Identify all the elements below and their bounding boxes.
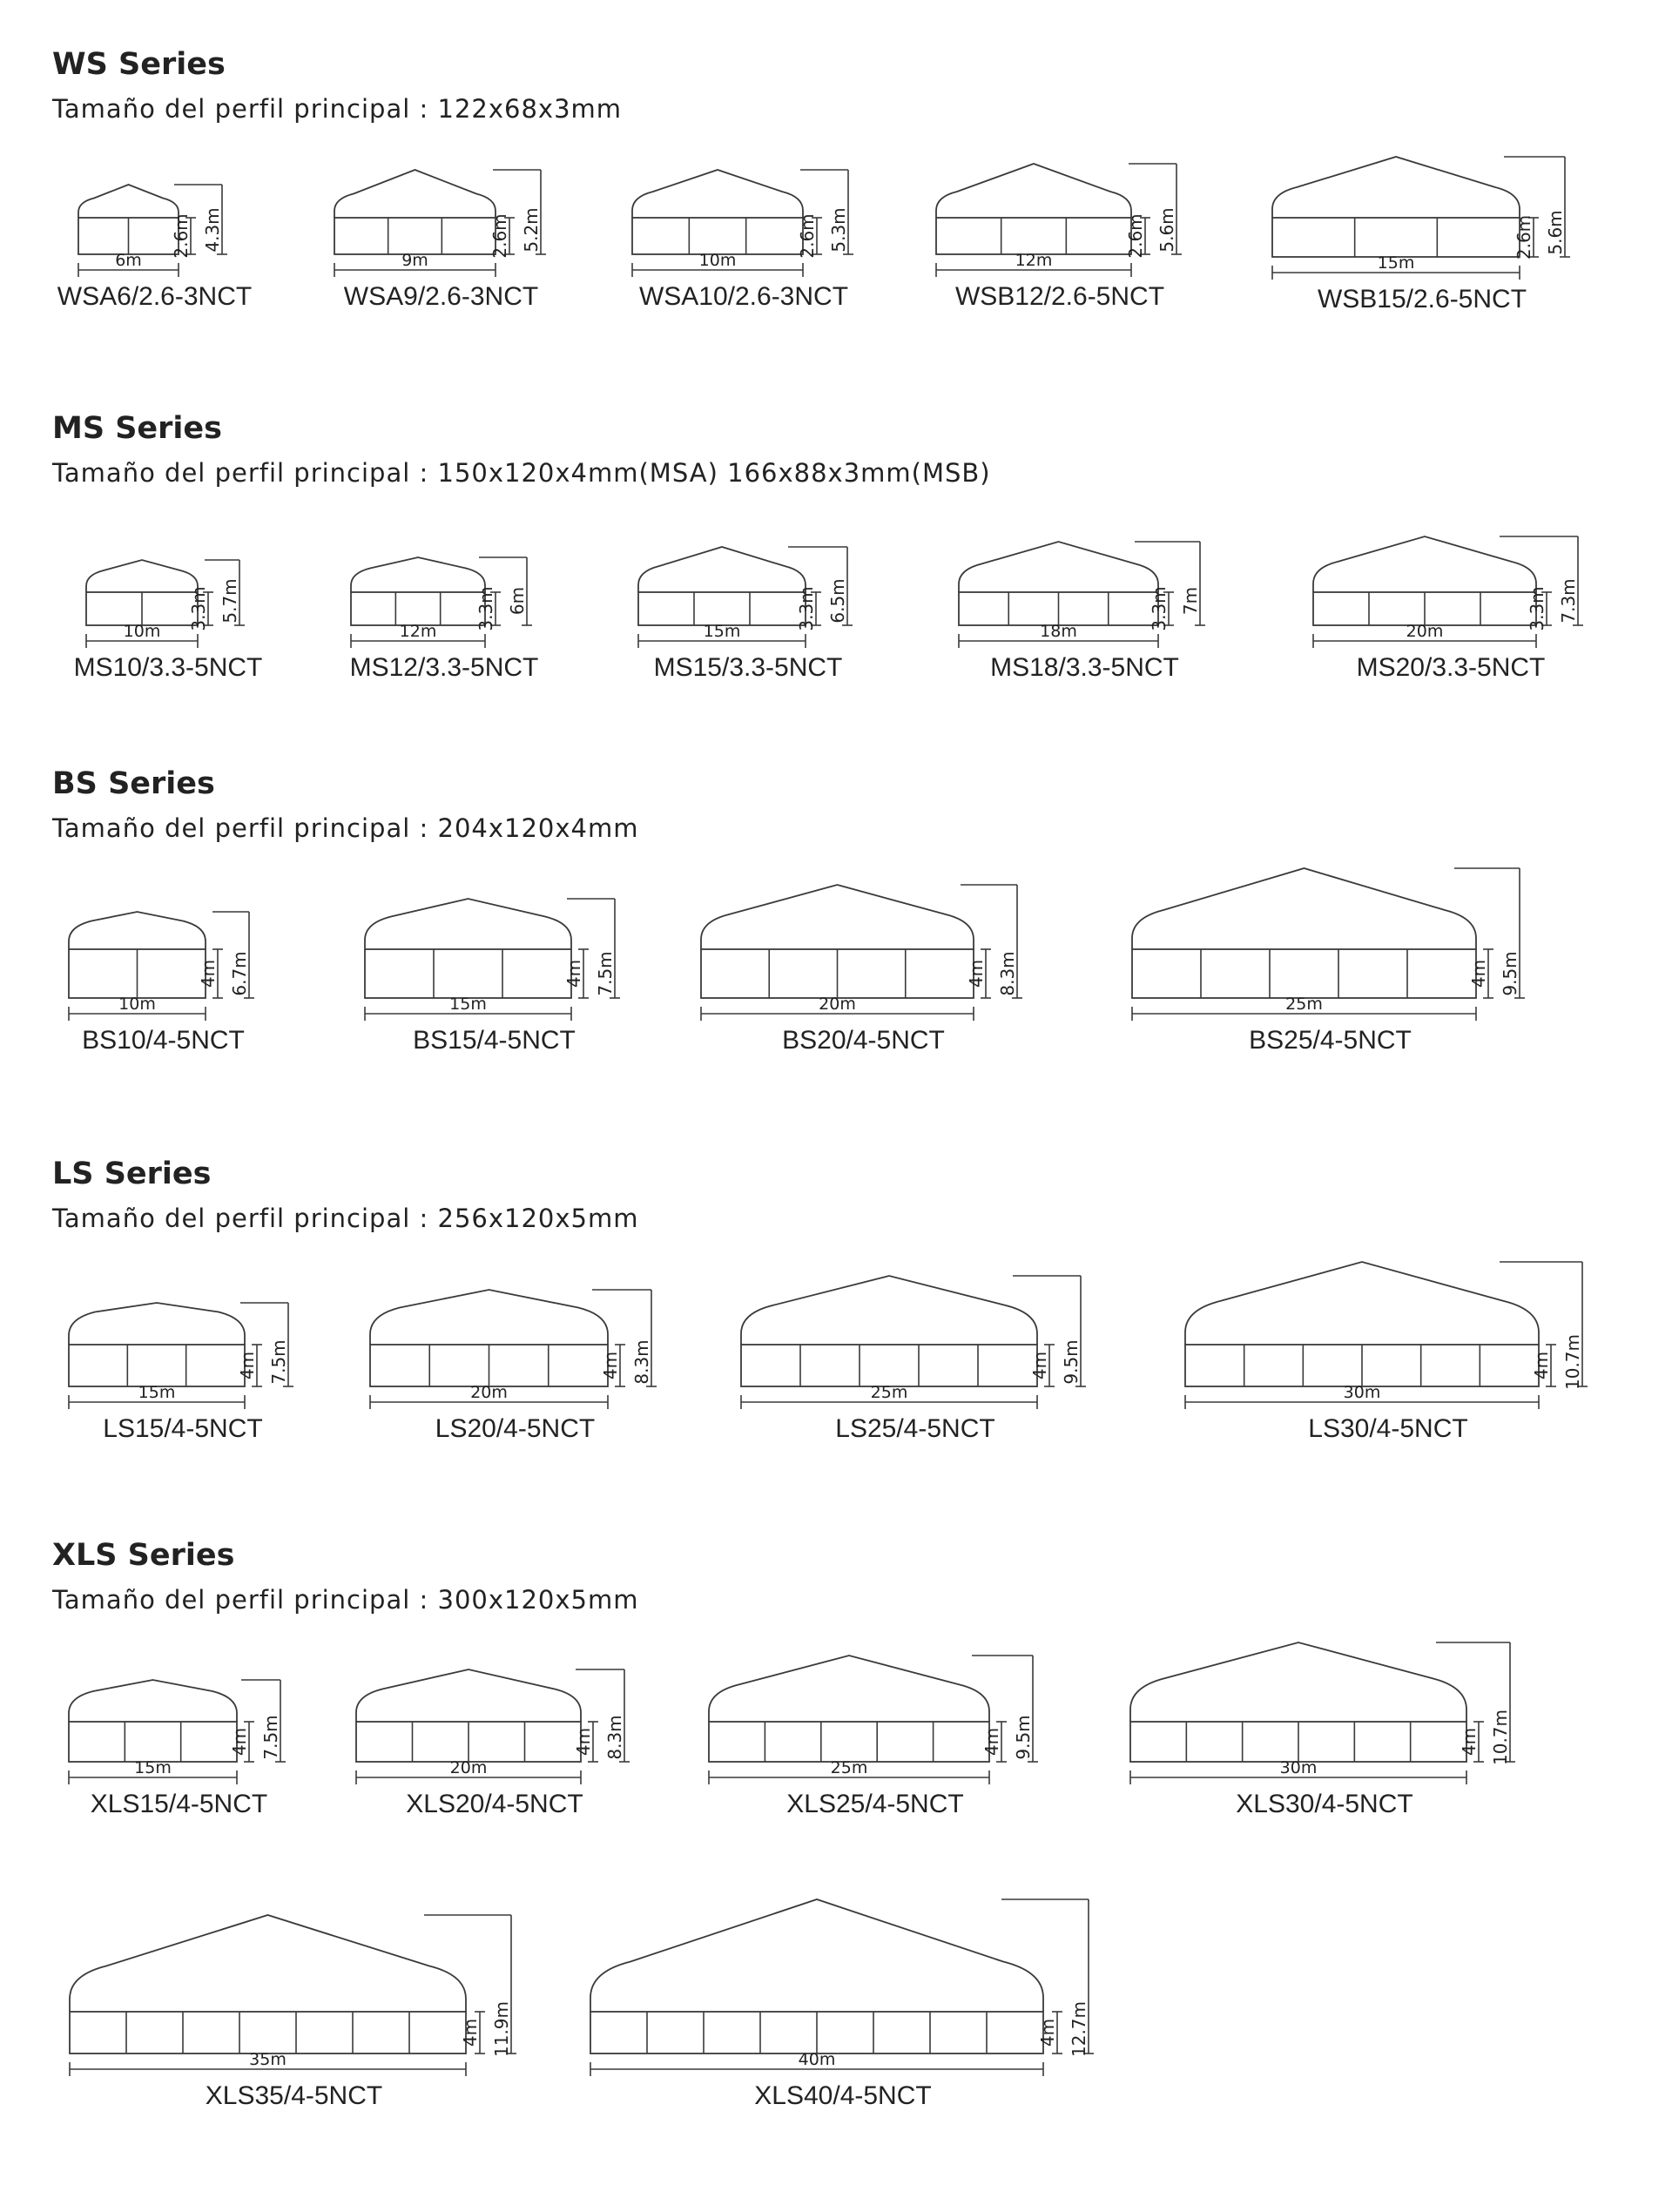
tent-roof-outline [69,912,206,949]
side-height-dimension-label: 2.6m [489,213,510,259]
width-dimension-label: 30m [1343,1383,1381,1402]
side-height-dimension-label: 4m [966,959,987,988]
tent-model-label: XLS35/4-5NCT [205,2081,383,2110]
tent-wall-frame [936,218,1131,254]
tent-model-label: XLS40/4-5NCT [754,2081,932,2110]
tent-roof-outline [590,1899,1043,2012]
width-dimension-label: 15m [449,995,487,1014]
tent-wall-frame [1272,218,1520,257]
width-dimension-label: 25m [830,1758,868,1777]
tent-model-label: WSA6/2.6-3NCT [57,282,253,311]
tent-roof-outline [638,547,806,592]
side-height-dimension-label: 4m [1531,1351,1552,1380]
side-height-dimension-label: 4m [600,1351,621,1380]
width-dimension-label: 40m [798,2050,836,2069]
width-dimension-label: 30m [1279,1758,1318,1777]
tent-model-label: XLS15/4-5NCT [90,1790,268,1818]
side-height-dimension-label: 2.6m [171,213,192,259]
total-height-dimension-label: 6.7m [229,951,250,996]
tent-diagram [741,1276,1086,1443]
ms-series-profile-size: Tamaño del perfil principal : 150x120x4mm(MSA) 166x88x3mm(MSB) [52,458,991,488]
tent-diagram [1132,868,1525,1055]
ws-series-title: WS Series [52,47,226,82]
tent-wall-frame [638,592,806,625]
side-height-dimension-label: 2.6m [1514,214,1534,260]
tent-roof-outline [701,885,974,949]
tent-diagram [69,1680,286,1818]
tent-diagram [69,1303,293,1443]
total-height-dimension-label: 5.6m [1156,207,1177,253]
tent-diagram [370,1290,657,1443]
side-height-dimension-label: 3.3m [188,586,209,631]
tent-model-label: LS20/4-5NCT [435,1414,596,1443]
tent-roof-outline [632,170,803,218]
total-height-dimension-label: 10.7m [1490,1709,1511,1766]
width-dimension-label: 20m [819,995,856,1014]
tent-roof-outline [365,899,571,949]
total-height-dimension-label: 7.5m [260,1715,281,1760]
total-height-dimension-label: 4.3m [202,207,223,253]
tent-diagram [1313,536,1583,682]
tent-model-label: LS15/4-5NCT [103,1414,263,1443]
tent-roof-outline [69,1303,245,1345]
ws-series-profile-size: Tamaño del perfil principal : 122x68x3mm [52,94,623,124]
side-height-dimension-label: 4m [229,1727,250,1757]
tent-model-label: BS20/4-5NCT [782,1026,945,1055]
side-height-dimension-label: 2.6m [797,213,818,259]
total-height-dimension-label: 7.5m [268,1339,289,1385]
width-dimension-label: 20m [449,1758,488,1777]
total-height-dimension-label: 9.5m [1500,951,1520,996]
tent-diagram [70,1915,516,2110]
side-height-dimension-label: 4m [1459,1727,1480,1757]
side-height-dimension-label: 4m [1029,1351,1050,1380]
bs-series-title: BS Series [52,766,215,801]
side-height-dimension-label: 4m [563,959,584,988]
width-dimension-label: 15m [703,622,741,641]
tent-model-label: WSB12/2.6-5NCT [954,282,1165,311]
tent-model-label: MS18/3.3-5NCT [990,653,1179,682]
tent-diagram [350,557,539,682]
width-dimension-label: 15m [138,1383,176,1402]
tent-diagram [356,1669,630,1818]
total-height-dimension-label: 5.7m [219,578,240,624]
tent-wall-frame [69,1345,245,1386]
tent-roof-outline [334,170,496,218]
tent-diagram [701,885,1022,1055]
side-height-dimension-label: 4m [1037,2018,1058,2047]
width-dimension-label: 18m [1040,622,1077,641]
tent-roof-outline [1132,868,1476,949]
ls-series-profile-size: Tamaño del perfil principal : 256x120x5mm [52,1204,639,1233]
width-dimension-label: 6m [115,251,142,270]
side-height-dimension-label: 3.3m [1149,586,1170,631]
tent-diagram [632,170,853,311]
ls-series-title: LS Series [52,1157,212,1191]
tent-model-label: LS30/4-5NCT [1308,1414,1468,1443]
tent-model-label: XLS30/4-5NCT [1236,1790,1413,1818]
side-height-dimension-label: 4m [981,1727,1002,1757]
tent-model-label: WSA10/2.6-3NCT [638,282,849,311]
tent-wall-frame [632,218,803,254]
width-dimension-label: 25m [1285,995,1323,1014]
tent-wall-frame [69,1722,237,1762]
bs-series-profile-size: Tamaño del perfil principal : 204x120x4mm [52,813,639,843]
tent-roof-outline [936,164,1131,218]
tent-diagram [1272,157,1570,314]
xls-series-profile-size: Tamaño del perfil principal : 300x120x5mm [52,1585,639,1615]
tent-diagram [590,1899,1094,2110]
tent-model-label: XLS25/4-5NCT [786,1790,964,1818]
width-dimension-label: 10m [118,995,156,1014]
tent-model-label: MS12/3.3-5NCT [349,653,539,682]
tent-model-label: BS10/4-5NCT [82,1026,245,1055]
tent-roof-outline [69,1680,237,1722]
width-dimension-label: 15m [1377,253,1415,273]
tent-diagram [638,547,853,682]
tent-roof-outline [351,557,485,592]
tent-roof-outline [959,542,1158,592]
tent-model-label: LS25/4-5NCT [835,1414,995,1443]
tent-model-label: BS15/4-5NCT [413,1026,576,1055]
width-dimension-label: 20m [470,1383,508,1402]
tent-model-label: MS10/3.3-5NCT [73,653,263,682]
tent-wall-frame [1132,949,1476,998]
tent-model-label: XLS20/4-5NCT [406,1790,583,1818]
tent-diagram [1185,1262,1588,1443]
tent-wall-frame [365,949,571,998]
xls-series-title: XLS Series [52,1538,235,1573]
tent-roof-outline [86,560,198,592]
total-height-dimension-label: 9.5m [1061,1339,1082,1385]
ms-series-title: MS Series [52,411,222,446]
total-height-dimension-label: 8.3m [997,951,1018,996]
tent-roof-outline [370,1290,608,1345]
tent-roof-outline [1130,1642,1466,1722]
tent-roof-outline [78,185,179,218]
tent-wall-frame [70,2012,466,2054]
tent-model-label: BS25/4-5NCT [1249,1026,1412,1055]
tent-diagram [57,185,252,311]
width-dimension-label: 20m [1406,622,1444,641]
tent-roof-outline [1272,157,1520,218]
tent-roof-outline [70,1915,466,2012]
total-height-dimension-label: 6m [507,586,528,616]
width-dimension-label: 10m [123,622,161,641]
total-height-dimension-label: 7m [1180,586,1201,616]
total-height-dimension-label: 8.3m [604,1715,625,1760]
tent-roof-outline [1313,536,1536,592]
total-height-dimension-label: 5.6m [1545,210,1566,255]
width-dimension-label: 25m [870,1383,908,1402]
total-height-dimension-label: 5.2m [521,207,542,253]
side-height-dimension-label: 4m [237,1351,258,1380]
side-height-dimension-label: 3.3m [796,586,817,631]
total-height-dimension-label: 5.3m [828,207,849,253]
side-height-dimension-label: 3.3m [1527,586,1547,631]
total-height-dimension-label: 8.3m [631,1339,652,1385]
tent-diagram [1130,1642,1515,1818]
tent-diagram [69,912,254,1055]
side-height-dimension-label: 4m [460,2018,481,2047]
side-height-dimension-label: 2.6m [1125,213,1146,259]
tent-wall-frame [334,218,496,254]
width-dimension-label: 10m [698,251,737,270]
tent-roof-outline [709,1656,989,1722]
width-dimension-label: 9m [401,251,428,270]
width-dimension-label: 12m [1015,251,1053,270]
tent-diagram [74,560,263,682]
tent-wall-frame [709,1722,989,1762]
width-dimension-label: 35m [249,2050,287,2069]
side-height-dimension-label: 4m [573,1727,594,1757]
total-height-dimension-label: 9.5m [1013,1715,1034,1760]
tent-roof-outline [356,1669,581,1722]
total-height-dimension-label: 11.9m [491,2000,512,2058]
side-height-dimension-label: 3.3m [475,586,496,631]
tent-diagram [936,164,1182,311]
tent-diagram [365,899,620,1055]
tent-wall-frame [351,592,485,625]
total-height-dimension-label: 12.7m [1069,2000,1089,2058]
total-height-dimension-label: 10.7m [1562,1333,1583,1391]
side-height-dimension-label: 4m [1468,959,1489,988]
total-height-dimension-label: 7.5m [595,951,616,996]
width-dimension-label: 15m [134,1758,172,1777]
tent-wall-frame [741,1345,1037,1386]
tent-model-label: MS20/3.3-5NCT [1356,653,1546,682]
tent-diagram [959,542,1205,682]
tent-model-label: WSB15/2.6-5NCT [1317,285,1527,314]
total-height-dimension-label: 6.5m [827,578,848,624]
tent-roof-outline [1185,1262,1539,1345]
total-height-dimension-label: 7.3m [1558,578,1579,624]
tent-diagram [334,170,546,311]
tent-diagram [709,1656,1038,1818]
tent-model-label: MS15/3.3-5NCT [653,653,843,682]
tent-model-label: WSA9/2.6-3NCT [343,282,539,311]
tent-roof-outline [741,1276,1037,1345]
width-dimension-label: 12m [399,622,437,641]
side-height-dimension-label: 4m [198,959,219,988]
